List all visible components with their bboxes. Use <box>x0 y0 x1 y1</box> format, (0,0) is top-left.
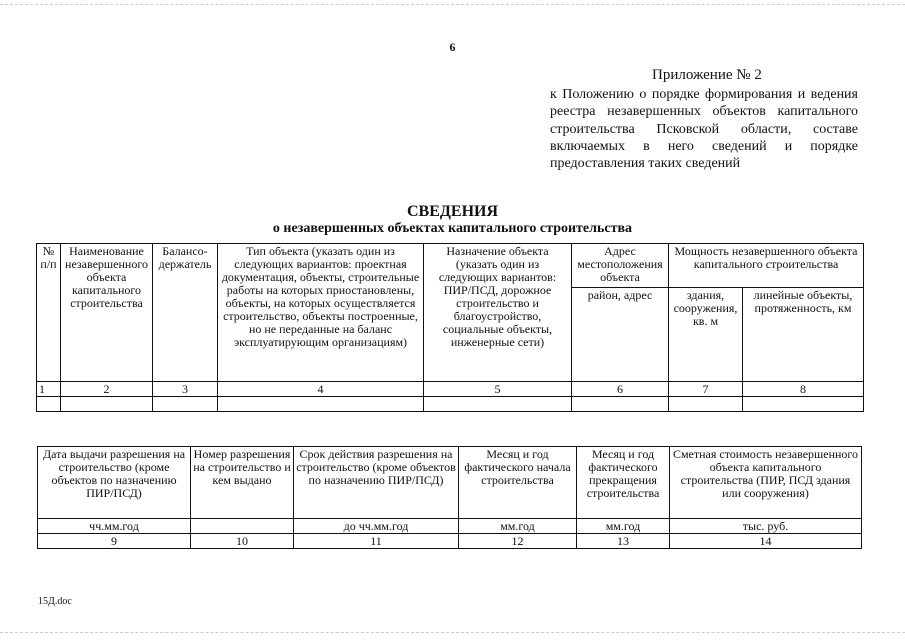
header-permit-term: Срок действия разрешения на строительство (кроме объектов по назначению ПИР/ПСД) <box>294 447 459 519</box>
table-cell <box>61 397 153 412</box>
table-cell <box>153 397 218 412</box>
table-cell <box>572 397 669 412</box>
column-number: 5 <box>424 382 572 397</box>
unit-label: до чч.мм.год <box>294 519 459 534</box>
appendix-title: Приложение № 2 <box>652 67 762 83</box>
header-balance-holder: Балансо-держатель <box>153 244 218 382</box>
header-object-type: Тип объекта (указать один из следующих вариантов: проектная документация, объекты, строительные работы на которых приостановлены, объекты, на которых осуществляется строительство, объекты построенные, но не переданные на баланс эксплуатирующим организациям) <box>218 244 424 382</box>
objects-table <box>36 243 864 412</box>
column-number: 2 <box>61 382 153 397</box>
table-cell <box>37 397 61 412</box>
header-permit-number: Номер разрешения на строительство и кем выдано <box>191 447 294 519</box>
unit-label: чч.мм.год <box>38 519 191 534</box>
column-number: 11 <box>294 534 459 549</box>
table-cell <box>218 397 424 412</box>
page-number: 6 <box>449 40 456 54</box>
header-permit-date: Дата выдачи разрешения на строительство (кроме объектов по назначению ПИР/ПСД) <box>38 447 191 519</box>
unit-label: тыс. руб. <box>670 519 862 534</box>
header-number: № п/п <box>37 244 61 382</box>
header-capacity-buildings: здания, сооружения, кв. м <box>669 288 743 382</box>
column-number: 7 <box>669 382 743 397</box>
file-name-footer: 15Д.doc <box>38 596 72 607</box>
header-estimated-cost: Сметная стоимость незавершенного объекта капитального строительства (ПИР, ПСД здания или сооружения) <box>670 447 862 519</box>
header-object-purpose: Назначение объекта (указать один из следующих вариантов: ПИР/ПСД, дорожное строительство и благоустройство, социальные объекты, инженерные сети) <box>424 244 572 382</box>
column-number: 4 <box>218 382 424 397</box>
column-number: 9 <box>38 534 191 549</box>
column-number: 6 <box>572 382 669 397</box>
header-construction-stop: Месяц и год фактического прекращения строительства <box>577 447 670 519</box>
header-capacity-linear: линейные объекты, протяженность, км <box>743 288 864 382</box>
column-number: 12 <box>459 534 577 549</box>
column-number: 3 <box>153 382 218 397</box>
header-capacity: Мощность незавершенного объекта капитального строительства <box>669 244 864 288</box>
scan-edge-bottom <box>0 632 905 634</box>
header-address-sub: район, адрес <box>572 288 669 382</box>
header-construction-start: Месяц и год фактического начала строительства <box>459 447 577 519</box>
document-title: СВЕДЕНИЯ <box>406 203 499 220</box>
header-object-name: Наименование незавершенного объекта капитального строительства <box>61 244 153 382</box>
column-numbers-row <box>37 382 864 397</box>
units-row <box>38 519 862 534</box>
appendix-text: к Положению о порядке формирования и ведения реестра незавершенных объектов капитального строительства Псковской области, составе включаемых в него сведений и порядке предоставления таких сведений <box>550 87 858 172</box>
column-number: 14 <box>670 534 862 549</box>
table-row <box>37 397 864 412</box>
table-cell <box>424 397 572 412</box>
table-cell <box>669 397 743 412</box>
column-number: 8 <box>743 382 864 397</box>
header-address: Адрес местоположения объекта <box>572 244 669 288</box>
column-number: 10 <box>191 534 294 549</box>
document-subtitle: о незавершенных объектах капитального строительства <box>272 221 633 236</box>
unit-label <box>191 519 294 534</box>
permits-table <box>37 446 862 549</box>
column-number: 13 <box>577 534 670 549</box>
unit-label: мм.год <box>577 519 670 534</box>
unit-label: мм.год <box>459 519 577 534</box>
scan-edge-top <box>0 4 905 6</box>
table-cell <box>743 397 864 412</box>
column-numbers-row <box>38 534 862 549</box>
column-number: 1 <box>37 382 61 397</box>
